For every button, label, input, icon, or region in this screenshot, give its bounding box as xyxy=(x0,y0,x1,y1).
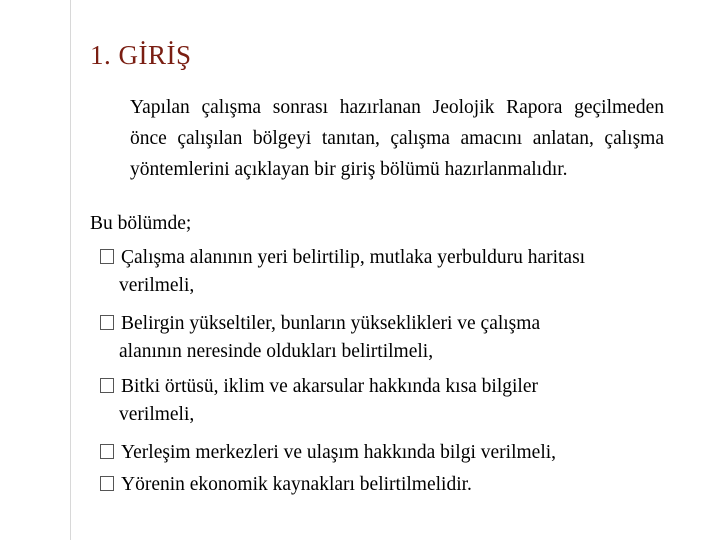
page-title: 1. GİRİŞ xyxy=(90,40,192,70)
bullet-text-line1: Yerleşim merkezleri ve ulaşım hakkında bilgi verilmeli, xyxy=(121,442,557,463)
bullet-item xyxy=(100,244,680,300)
bullet-text-line1: Belirgin yükseltiler, bunların yükseklikleri ve çalışma xyxy=(121,313,541,334)
bullet-text-line2: verilmeli, xyxy=(119,404,195,425)
left-border-line xyxy=(70,0,71,540)
bullet-text-line2: alanının neresinde oldukları belirtilmeli, xyxy=(119,341,434,362)
bullet-box-icon xyxy=(100,476,114,491)
bullet-text-line1: Çalışma alanının yeri belirtilip, mutlaka yerbulduru haritası xyxy=(121,247,586,268)
bullet-text-line1: Bitki örtüsü, iklim ve akarsular hakkında kısa bilgiler xyxy=(121,376,539,397)
bullet-box-icon xyxy=(100,315,114,330)
bullet-item xyxy=(100,373,680,429)
bullet-box-icon xyxy=(100,249,114,264)
subheading: Bu bölümde; xyxy=(90,213,192,234)
bullet-box-icon xyxy=(100,444,114,459)
bullet-text-line2: verilmeli, xyxy=(119,275,195,296)
intro-paragraph: Yapılan çalışma sonrası hazırlanan Jeolojik Rapora geçilmeden önce çalışılan bölgeyi tanıtan, çalışma amacını anlatan, çalışma yöntemlerini açıklayan bir giriş bölümü hazırlanmalıdır. xyxy=(130,97,664,180)
bullet-box-icon xyxy=(100,378,114,393)
bullet-text-line1: Yörenin ekonomik kaynakları belirtilmelidir. xyxy=(121,474,472,495)
bullet-item xyxy=(100,439,680,467)
bullet-item xyxy=(100,310,680,366)
bullet-item xyxy=(100,471,680,499)
